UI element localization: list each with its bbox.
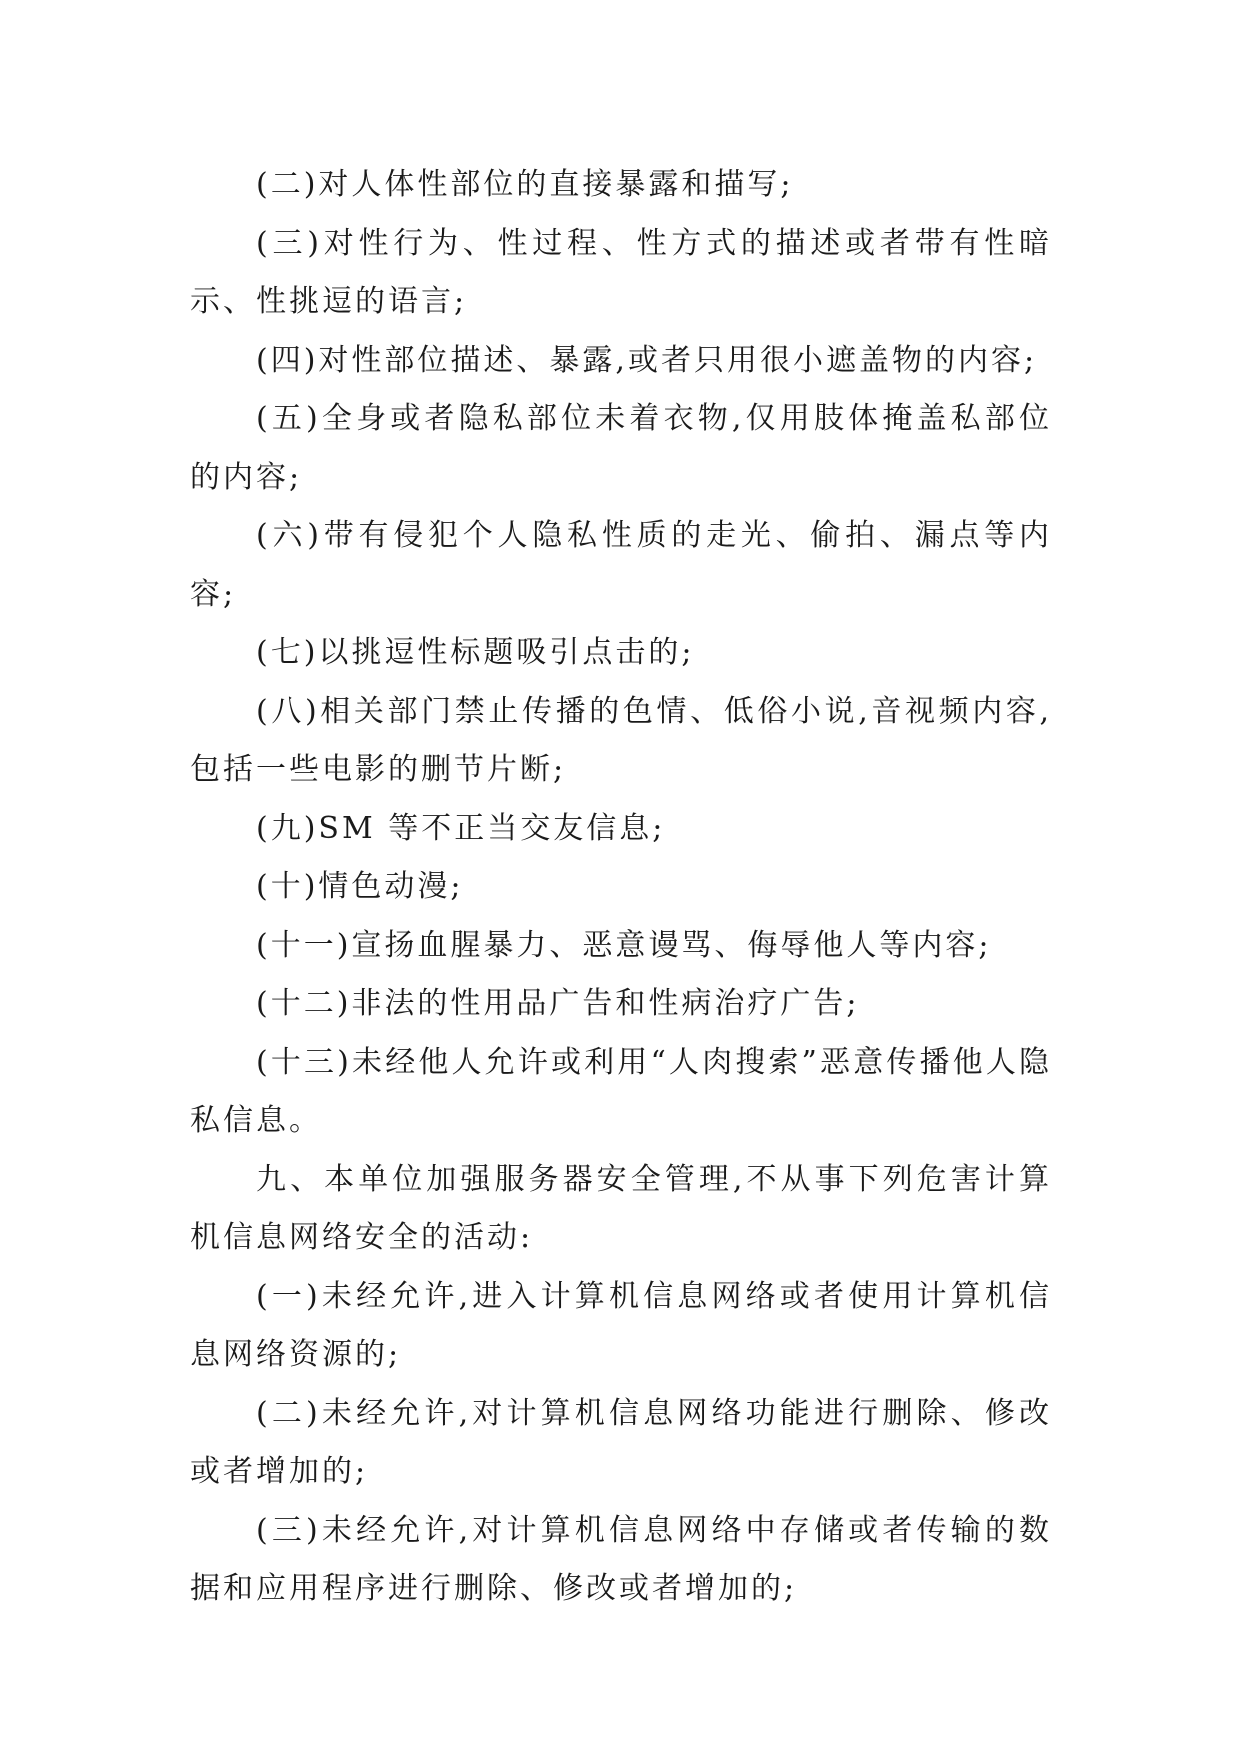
paragraph: (四)对性部位描述、暴露,或者只用很小遮盖物的内容; [256, 342, 1038, 378]
paragraph: (三)对性行为、性过程、性方式的描述或者带有性暗示、性挑逗的语言; [190, 225, 1052, 319]
paragraph: (二)对人体性部位的直接暴露和描写; [256, 167, 794, 202]
paragraph: (十)情色动漫; [256, 869, 464, 904]
document-body [190, 156, 1052, 1619]
paragraph: (十一)宣扬血腥暴力、恶意谩骂、侮辱他人等内容; [256, 927, 992, 963]
paragraph: (十三)未经他人允许或利用“人肉搜索”恶意传播他人隐私信息。 [190, 1044, 1052, 1138]
paragraph: (九)SM 等不正当交友信息; [256, 810, 666, 846]
paragraph: (七)以挑逗性标题吸引点击的; [256, 635, 695, 670]
paragraph: (三)未经允许,对计算机信息网络中存储或者传输的数据和应用程序进行删除、修改或者增加的; [190, 1512, 1052, 1606]
paragraph: (十二)非法的性用品广告和性病治疗广告; [256, 986, 860, 1021]
paragraph: (一)未经允许,进入计算机信息网络或者使用计算机信息网络资源的; [190, 1278, 1052, 1372]
paragraph: (八)相关部门禁止传播的色情、低俗小说,音视频内容,包括一些电影的删节片断; [190, 693, 1052, 787]
paragraph: (五)全身或者隐私部位未着衣物,仅用肢体掩盖私部位的内容; [190, 401, 1052, 495]
paragraph: (二)未经允许,对计算机信息网络功能进行删除、修改或者增加的; [190, 1395, 1052, 1489]
section-heading-paragraph: 九、本单位加强服务器安全管理,不从事下列危害计算机信息网络安全的活动: [190, 1161, 1052, 1255]
paragraph: (六)带有侵犯个人隐私性质的走光、偷拍、漏点等内容; [190, 518, 1052, 612]
